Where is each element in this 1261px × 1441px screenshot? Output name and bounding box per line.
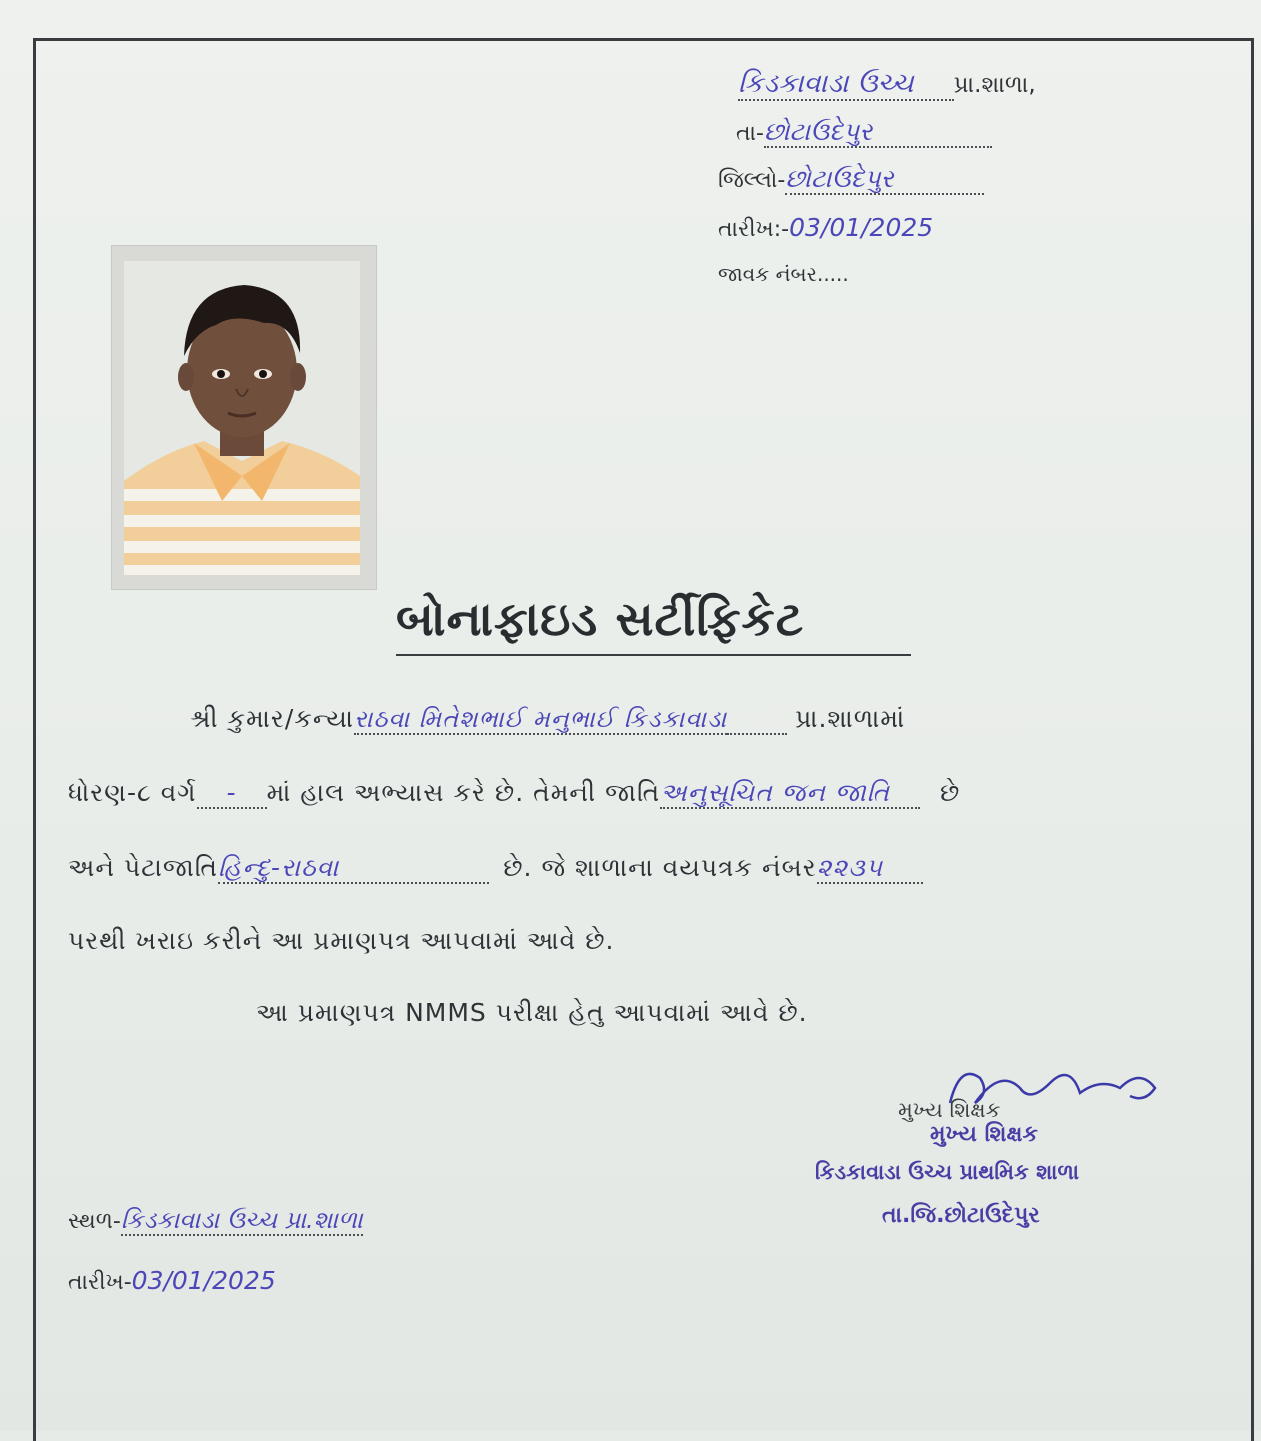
body-line2-mid: માં હાલ અભ્યાસ કરે છે. તેમની જાતિ (266, 778, 661, 807)
header-district-line (718, 164, 984, 194)
student-portrait-icon (124, 261, 360, 575)
footer-date-line (68, 1266, 276, 1295)
body-line-4: પરથી ખરાઇ કરીને આ પ્રમાણપત્ર આપવામાં આવે છે. (68, 926, 615, 955)
header-district-value: છોટાઉદેપુર (785, 164, 983, 195)
body-line2-suffix: છે (940, 778, 961, 807)
footer-date-value: 03/01/2025 (131, 1266, 276, 1295)
student-photo-image (124, 261, 360, 575)
certificate-title: બોનાફાઇડ સર્ટીફિકેટ (396, 592, 911, 656)
student-class: - (197, 778, 267, 809)
header-outward-number: જાવક નંબર..... (718, 262, 849, 286)
student-subcaste: હિન્દુ-રાઠવા (218, 853, 489, 884)
body-line1-fill (727, 704, 787, 735)
header-district-label: જિલ્લો- (718, 168, 786, 193)
footer-place-value: કિડકાવાડા ઉચ્ચ પ્રા.શાળા (120, 1206, 363, 1234)
header-taluka-value: છોટાઉદેપુર (764, 117, 992, 148)
header-school-line (738, 68, 1036, 100)
footer-date-label: તારીખ- (68, 1270, 132, 1295)
body-line2-prefix: ધોરણ-૮ વર્ગ (68, 778, 197, 807)
student-photo (112, 246, 376, 589)
register-number: ૨૨૩૫ (817, 853, 923, 884)
body-line1-suffix: પ્રા.શાળામાં (795, 704, 906, 733)
body-line-5: આ પ્રમાણપત્ર NMMS પરીક્ષા હેતુ આપવામાં આવે છે. (256, 998, 808, 1027)
body-line-2 (68, 778, 960, 808)
stamp-line-1: મુખ્ય શિક્ષક (930, 1122, 1039, 1147)
stamp-line-2: કિડકાવાડા ઉચ્ચ પ્રાથમિક શાળા (815, 1160, 1079, 1184)
header-taluka-line (736, 117, 992, 147)
header-taluka-label: તા- (736, 121, 764, 146)
footer-place-line (68, 1206, 363, 1234)
header-date-value: 03/01/2025 (789, 213, 934, 242)
header-date-label: તારીખ:- (718, 217, 790, 242)
body-line-3 (68, 853, 923, 883)
header-school-suffix: પ્રા.શાળા, (953, 72, 1036, 98)
header-school-value: કિડકાવાડા ઉચ્ચ (738, 68, 954, 101)
stamp-line-3: તા.જિ.છોટાઉદેપુર (882, 1203, 1040, 1228)
footer-place-label: સ્થળ- (68, 1209, 121, 1234)
body-line3-prefix: અને પેટાજાતિ (68, 853, 218, 882)
student-name: રાઠવા મિતેશભાઈ મનુભાઈ કિડકાવાડા (354, 705, 728, 733)
body-line1-prefix: શ્રી કુમાર/કન્યા (190, 704, 355, 733)
student-caste: અનુસૂચિત જન જાતિ (660, 778, 920, 809)
body-line-1 (190, 704, 905, 734)
signature-printed-label: મુખ્ય શિક્ષક (898, 1098, 1001, 1122)
body-line3-mid: છે. જે શાળાના વયપત્રક નંબર (503, 853, 817, 882)
header-date-line (718, 213, 933, 242)
